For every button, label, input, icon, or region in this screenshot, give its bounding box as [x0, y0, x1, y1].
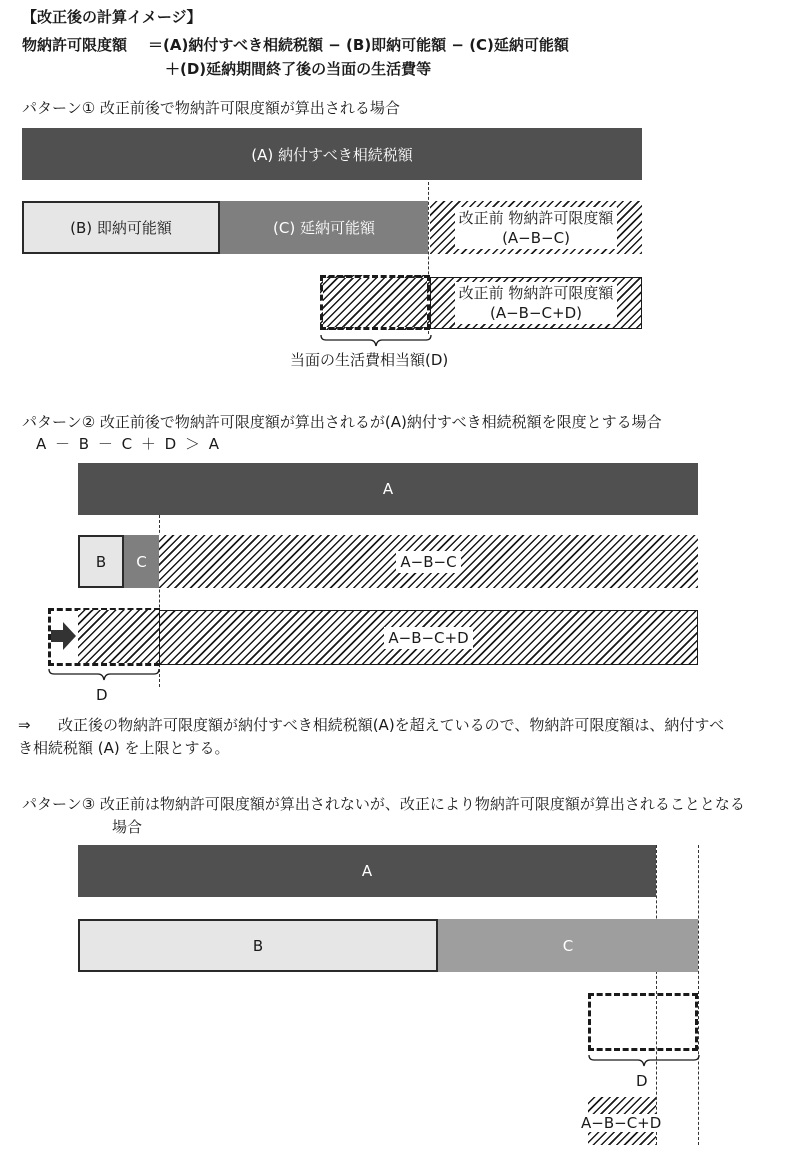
- pattern1-bar-b-label: (B) 即納可能額: [70, 219, 172, 237]
- pattern2-bar-a-label: A: [382, 480, 394, 498]
- pattern1-after-limit-title: 改正前 物納許可限度額: [458, 284, 614, 302]
- pattern2-d-hatch: [78, 610, 160, 663]
- pattern1-before-limit: [430, 201, 642, 254]
- pattern1-brace-label: 当面の生活費相当額(D): [290, 351, 449, 369]
- pattern1-after-limit-text: [455, 282, 618, 324]
- pattern3-bar-b-label: B: [252, 936, 264, 955]
- pattern1-after-limit-formula: (A−B−C+D): [490, 304, 582, 322]
- pattern3-bar-a-label: A: [361, 862, 373, 880]
- pattern1-heading: パターン① 改正前後で物納許可限度額が算出される場合: [22, 99, 400, 117]
- pattern2-bar-b-label: B: [95, 552, 107, 571]
- pattern2-brace-label: D: [96, 686, 108, 704]
- pattern3-brace-label: D: [636, 1072, 648, 1090]
- pattern2-bar-c-label: C: [136, 552, 147, 571]
- pattern2-inequality: A － B － C ＋ D ＞ A: [36, 435, 221, 453]
- formula-line-2: ＋(D)延納期間終了後の当面の生活費等: [165, 60, 432, 78]
- pattern3-bar-a: [78, 845, 656, 897]
- pattern3-hatch-abcd-label: [580, 1113, 662, 1133]
- pattern2-hatch-abc: [159, 535, 698, 588]
- pattern2-heading: パターン② 改正前後で物納許可限度額が算出されるが(A)納付すべき相続税額を限度とする場合: [22, 413, 662, 431]
- pattern3-divider-line-c: [698, 845, 699, 1145]
- pattern2-note-arrow: ⇒: [18, 716, 31, 734]
- pattern1-d-box: [320, 275, 430, 330]
- pattern1-before-limit-formula: (A−B−C): [502, 228, 570, 247]
- pattern2-hatch-abc-label: A−B−C: [396, 551, 460, 573]
- pattern3-bar-c: [438, 919, 698, 972]
- pattern2-bar-c: [124, 535, 159, 588]
- pattern3-heading-line1: パターン③ 改正前は物納許可限度額が算出されないが、改正により物納許可限度額が算出されることとなる: [22, 795, 745, 813]
- pattern3-blank-patch: [390, 1010, 482, 1032]
- pattern1-bar-a: [22, 128, 642, 180]
- pattern1-before-limit-text: [455, 207, 618, 249]
- pattern3-heading-line2: 場合: [112, 818, 143, 836]
- diagram-title: 【改正後の計算イメージ】: [22, 8, 202, 26]
- pattern2-brace: [48, 668, 160, 682]
- formula-label: 物納許可限度額: [22, 36, 128, 54]
- pattern1-bar-b: [22, 201, 220, 254]
- pattern3-brace: [588, 1054, 700, 1068]
- formula-line-1: ＝(A)納付すべき相続税額 − (B)即納可能額 − (C)延納可能額: [148, 36, 569, 54]
- pattern1-before-limit-title: 改正前 物納許可限度額: [458, 208, 614, 227]
- pattern2-hatch-abcd: [159, 610, 698, 665]
- pattern1-bar-c-label: (C) 延納可能額: [273, 219, 375, 237]
- pattern1-after-limit: [430, 277, 642, 329]
- pattern3-hatch-abcd-text: A−B−C+D: [581, 1114, 662, 1132]
- pattern3-bar-b: [78, 919, 438, 972]
- pattern1-brace: [320, 334, 432, 348]
- pattern2-hatch-abcd-label: A−B−C+D: [384, 627, 472, 649]
- pattern2-note-line2: き相続税額 (A) を上限とする。: [18, 739, 230, 757]
- pattern2-bar-a: [78, 463, 698, 515]
- pattern1-bar-c: [220, 201, 428, 254]
- pattern3-bar-c-label: C: [562, 936, 574, 955]
- pattern2-bar-b: [78, 535, 124, 588]
- arrow-right-icon: [51, 622, 77, 650]
- pattern2-note-line1: 改正後の物納許可限度額が納付すべき相続税額(A)を超えているので、物納許可限度額は、納付すべ: [58, 716, 725, 734]
- pattern3-d-box: [588, 993, 698, 1051]
- pattern1-bar-a-label: (A) 納付すべき相続税額: [251, 145, 413, 164]
